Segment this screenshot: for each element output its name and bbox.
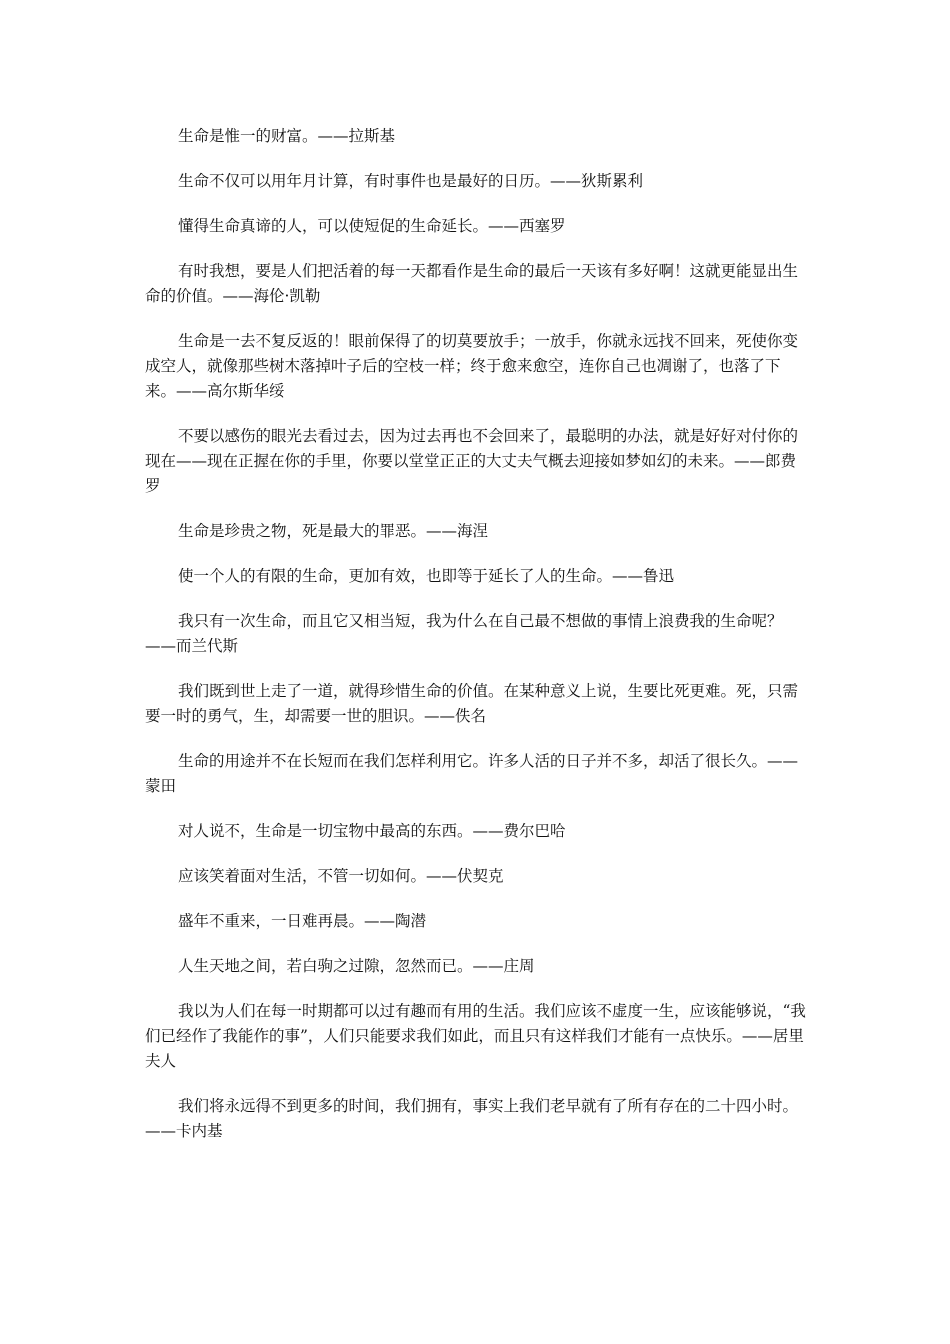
quote-paragraph: 我们既到世上走了一道，就得珍惜生命的价值。在某种意义上说，生要比死更难。死，只需要一时的勇气，生，却需要一世的胆识。——佚名 <box>145 682 799 725</box>
quote-paragraph: 盛年不重来，一日难再晨。——陶潜 <box>178 912 427 930</box>
quote-paragraph: 不要以感伤的眼光去看过去，因为过去再也不会回来了，最聪明的办法，就是好好对付你的现在——现在正握在你的手里，你要以堂堂正正的大丈夫气概去迎接如梦如幻的未来。——郎费罗 <box>145 427 799 495</box>
quote-list <box>145 124 810 1164</box>
quote-paragraph: 我们将永远得不到更多的时间，我们拥有，事实上我们老早就有了所有存在的二十四小时。——卡内基 <box>145 1097 799 1140</box>
quote-paragraph: 我只有一次生命，而且它又相当短，我为什么在自己最不想做的事情上浪费我的生命呢？——而兰代斯 <box>145 612 783 655</box>
quote-paragraph: 我以为人们在每一时期都可以过有趣而有用的生活。我们应该不虚度一生，应该能够说，“我们已经作了我能作的事”，人们只能要求我们如此，而且只有这样我们才能有一点快乐。——居里夫人 <box>145 1002 806 1070</box>
quote-paragraph: 懂得生命真谛的人，可以使短促的生命延长。——西塞罗 <box>178 217 566 235</box>
quote-paragraph: 应该笑着面对生活，不管一切如何。——伏契克 <box>178 867 504 885</box>
quote-paragraph: 有时我想，要是人们把活着的每一天都看作是生命的最后一天该有多好啊！这就更能显出生命的价值。——海伦·凯勒 <box>145 262 799 305</box>
quote-paragraph: 人生天地之间，若白驹之过隙，忽然而已。——庄周 <box>178 957 535 975</box>
quote-paragraph: 生命是一去不复反返的！眼前保得了的切莫要放手；一放手，你就永远找不回来，死使你变成空人，就像那些树木落掉叶子后的空枝一样；终于愈来愈空，连你自己也凋谢了，也落了下来。——高尔斯华绥 <box>145 332 799 400</box>
quote-paragraph: 生命的用途并不在长短而在我们怎样利用它。许多人活的日子并不多，却活了很长久。——蒙田 <box>145 752 799 795</box>
quote-paragraph: 生命不仅可以用年月计算，有时事件也是最好的日历。——狄斯累利 <box>178 172 644 190</box>
quote-paragraph: 对人说不，生命是一切宝物中最高的东西。——费尔巴哈 <box>178 822 566 840</box>
quote-paragraph: 生命是惟一的财富。——拉斯基 <box>178 127 396 145</box>
quote-paragraph: 使一个人的有限的生命，更加有效，也即等于延长了人的生命。——鲁迅 <box>178 567 675 585</box>
quote-paragraph: 生命是珍贵之物，死是最大的罪恶。——海涅 <box>178 522 489 540</box>
